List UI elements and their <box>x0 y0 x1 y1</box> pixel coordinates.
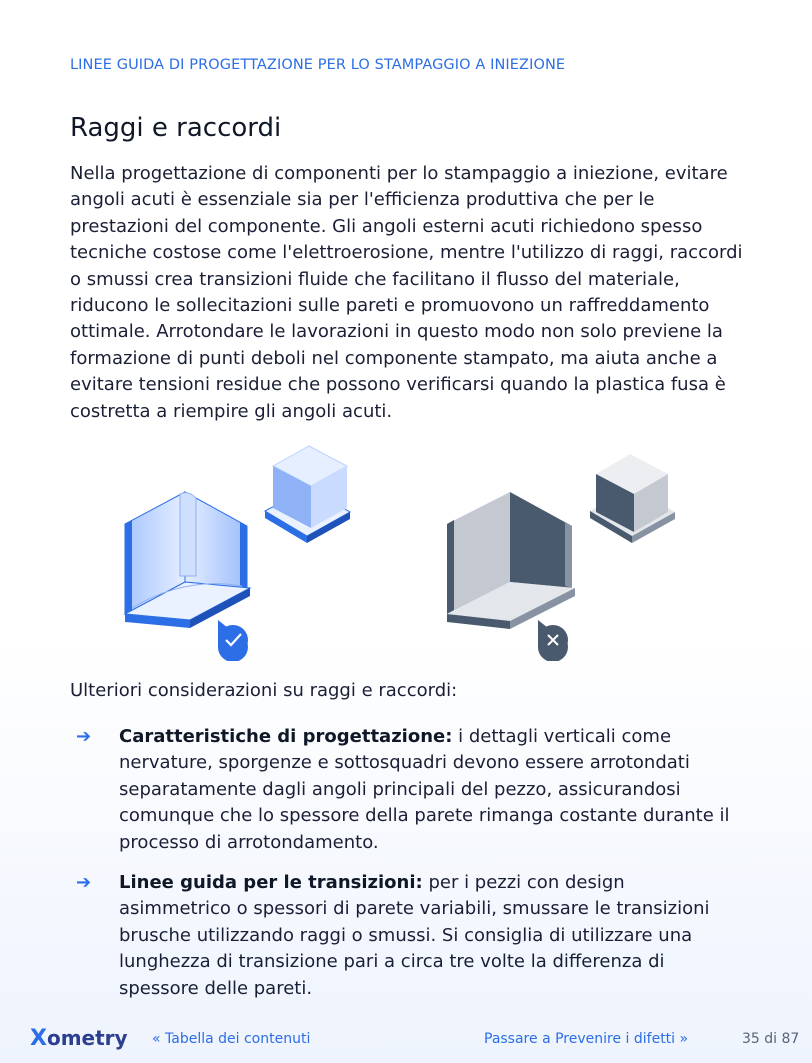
arrow-right-icon: ➔ <box>76 872 92 894</box>
running-header: LINEE GUIDA DI PROGETTAZIONE PER LO STAMPAGGIO A INIEZIONE <box>70 57 566 73</box>
section-title: Raggi e raccordi <box>70 113 282 143</box>
sharp-corner-part <box>447 492 575 629</box>
page-number: 35 di 87 <box>742 1031 800 1047</box>
bullet-title: Linee guida per le transizioni: <box>119 872 423 894</box>
bullet-title: Caratteristiche di progettazione: <box>119 726 453 747</box>
rounded-corner-part <box>125 492 250 628</box>
list-item <box>70 870 730 1002</box>
bullet-text: per i pezzi con design asimmetrico o spessori di parete variabili, smussare le transizioni brusche utilizzando raggi o smussi. Si consiglia di utilizzare una lunghezza di transizione pari a circa tre volte la differenza di spessore delle pareti. <box>119 872 710 999</box>
arrow-right-icon: ➔ <box>76 726 92 747</box>
check-badge <box>218 620 248 661</box>
intro-paragraph: Nella progettazione di componenti per lo stampaggio a iniezione, evitare angoli acuti è essenziale sia per l'efficienza produttiva che per le prestazioni del componente. Gli angoli esterni acuti richiedono spesso tecniche costose come l'elettroerosione, mentre l'utilizzo di raggi, raccordi o smussi crea transizioni fluide che facilitano il flusso del materiale, riducono le sollecitazioni sulle pareti e promuovono un raffreddamento ottimale. Arrotondare le lavorazioni in questo modo non solo previene la formazione di punti deboli nel componente stampato, ma aiuta anche a evitare tensioni residue che possono verificarsi quando la plastica fusa è costretta a riempire gli angoli acuti. <box>70 163 743 422</box>
xometry-logo: Xometry <box>30 1026 128 1051</box>
toc-link[interactable]: « Tabella dei contenuti <box>152 1031 311 1047</box>
radius-comparison-illustration <box>110 436 710 661</box>
bullet-text: i dettagli verticali come nervature, sporgenze e sottosquadri devono essere arrotondati separatamente dagli angoli principali del pezzo, assicurandosi comunque che lo spessore della parete rimanga costante durante il processo di arrotondamento. <box>119 726 730 853</box>
page-footer <box>0 1024 812 1054</box>
considerations-heading: Ulteriori considerazioni su raggi e raccordi: <box>70 680 458 701</box>
sharp-cube-part <box>590 454 675 543</box>
rounded-cube-part <box>265 446 350 543</box>
next-section-link[interactable]: Passare a Prevenire i difetti » <box>484 1031 689 1047</box>
considerations-list <box>70 724 730 1016</box>
cross-badge <box>538 620 568 661</box>
list-item <box>70 724 730 856</box>
